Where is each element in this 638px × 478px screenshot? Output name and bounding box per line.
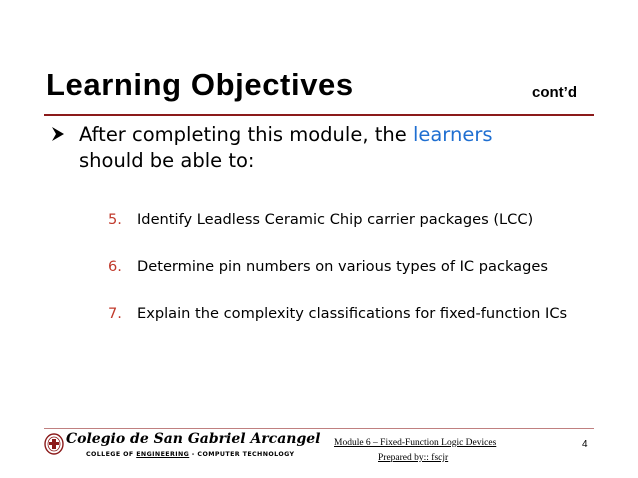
school-name: Colegio de San Gabriel Arcangel <box>66 431 321 447</box>
list-item <box>108 304 592 324</box>
slide-title: Learning Objectives <box>46 67 354 102</box>
objective-number: 5. <box>108 211 122 228</box>
title-divider <box>44 114 594 116</box>
intro-text <box>79 122 593 174</box>
objective-text: Identify Leadless Ceramic Chip carrier packages (LCC) <box>137 211 534 228</box>
intro-before: After completing this module, the <box>79 123 407 146</box>
footer-module: Module 6 – Fixed-Function Logic Devices <box>334 438 497 448</box>
objective-number: 6. <box>108 258 122 275</box>
title-suffix: cont’d <box>532 84 577 101</box>
page-number: 4 <box>582 439 588 450</box>
college-department: ENGINEERING <box>136 451 190 458</box>
intro-after: should be able to: <box>79 149 255 172</box>
list-item <box>108 257 592 277</box>
college-suffix: - COMPUTER TECHNOLOGY <box>189 451 295 458</box>
list-item <box>108 210 592 230</box>
college-name <box>86 451 294 458</box>
arrow-bullet-icon <box>50 126 66 147</box>
objective-text: Explain the complexity classifications for fixed-function ICs <box>137 305 568 322</box>
objective-number: 7. <box>108 305 122 322</box>
intro-accent: learners <box>412 123 493 146</box>
school-seal-icon <box>44 433 64 459</box>
objective-text: Determine pin numbers on various types of IC packages <box>137 258 548 275</box>
college-prefix: COLLEGE OF <box>86 451 134 458</box>
footer-divider <box>44 428 594 429</box>
footer-prepared-by: Prepared by:: fscjr <box>378 453 449 463</box>
